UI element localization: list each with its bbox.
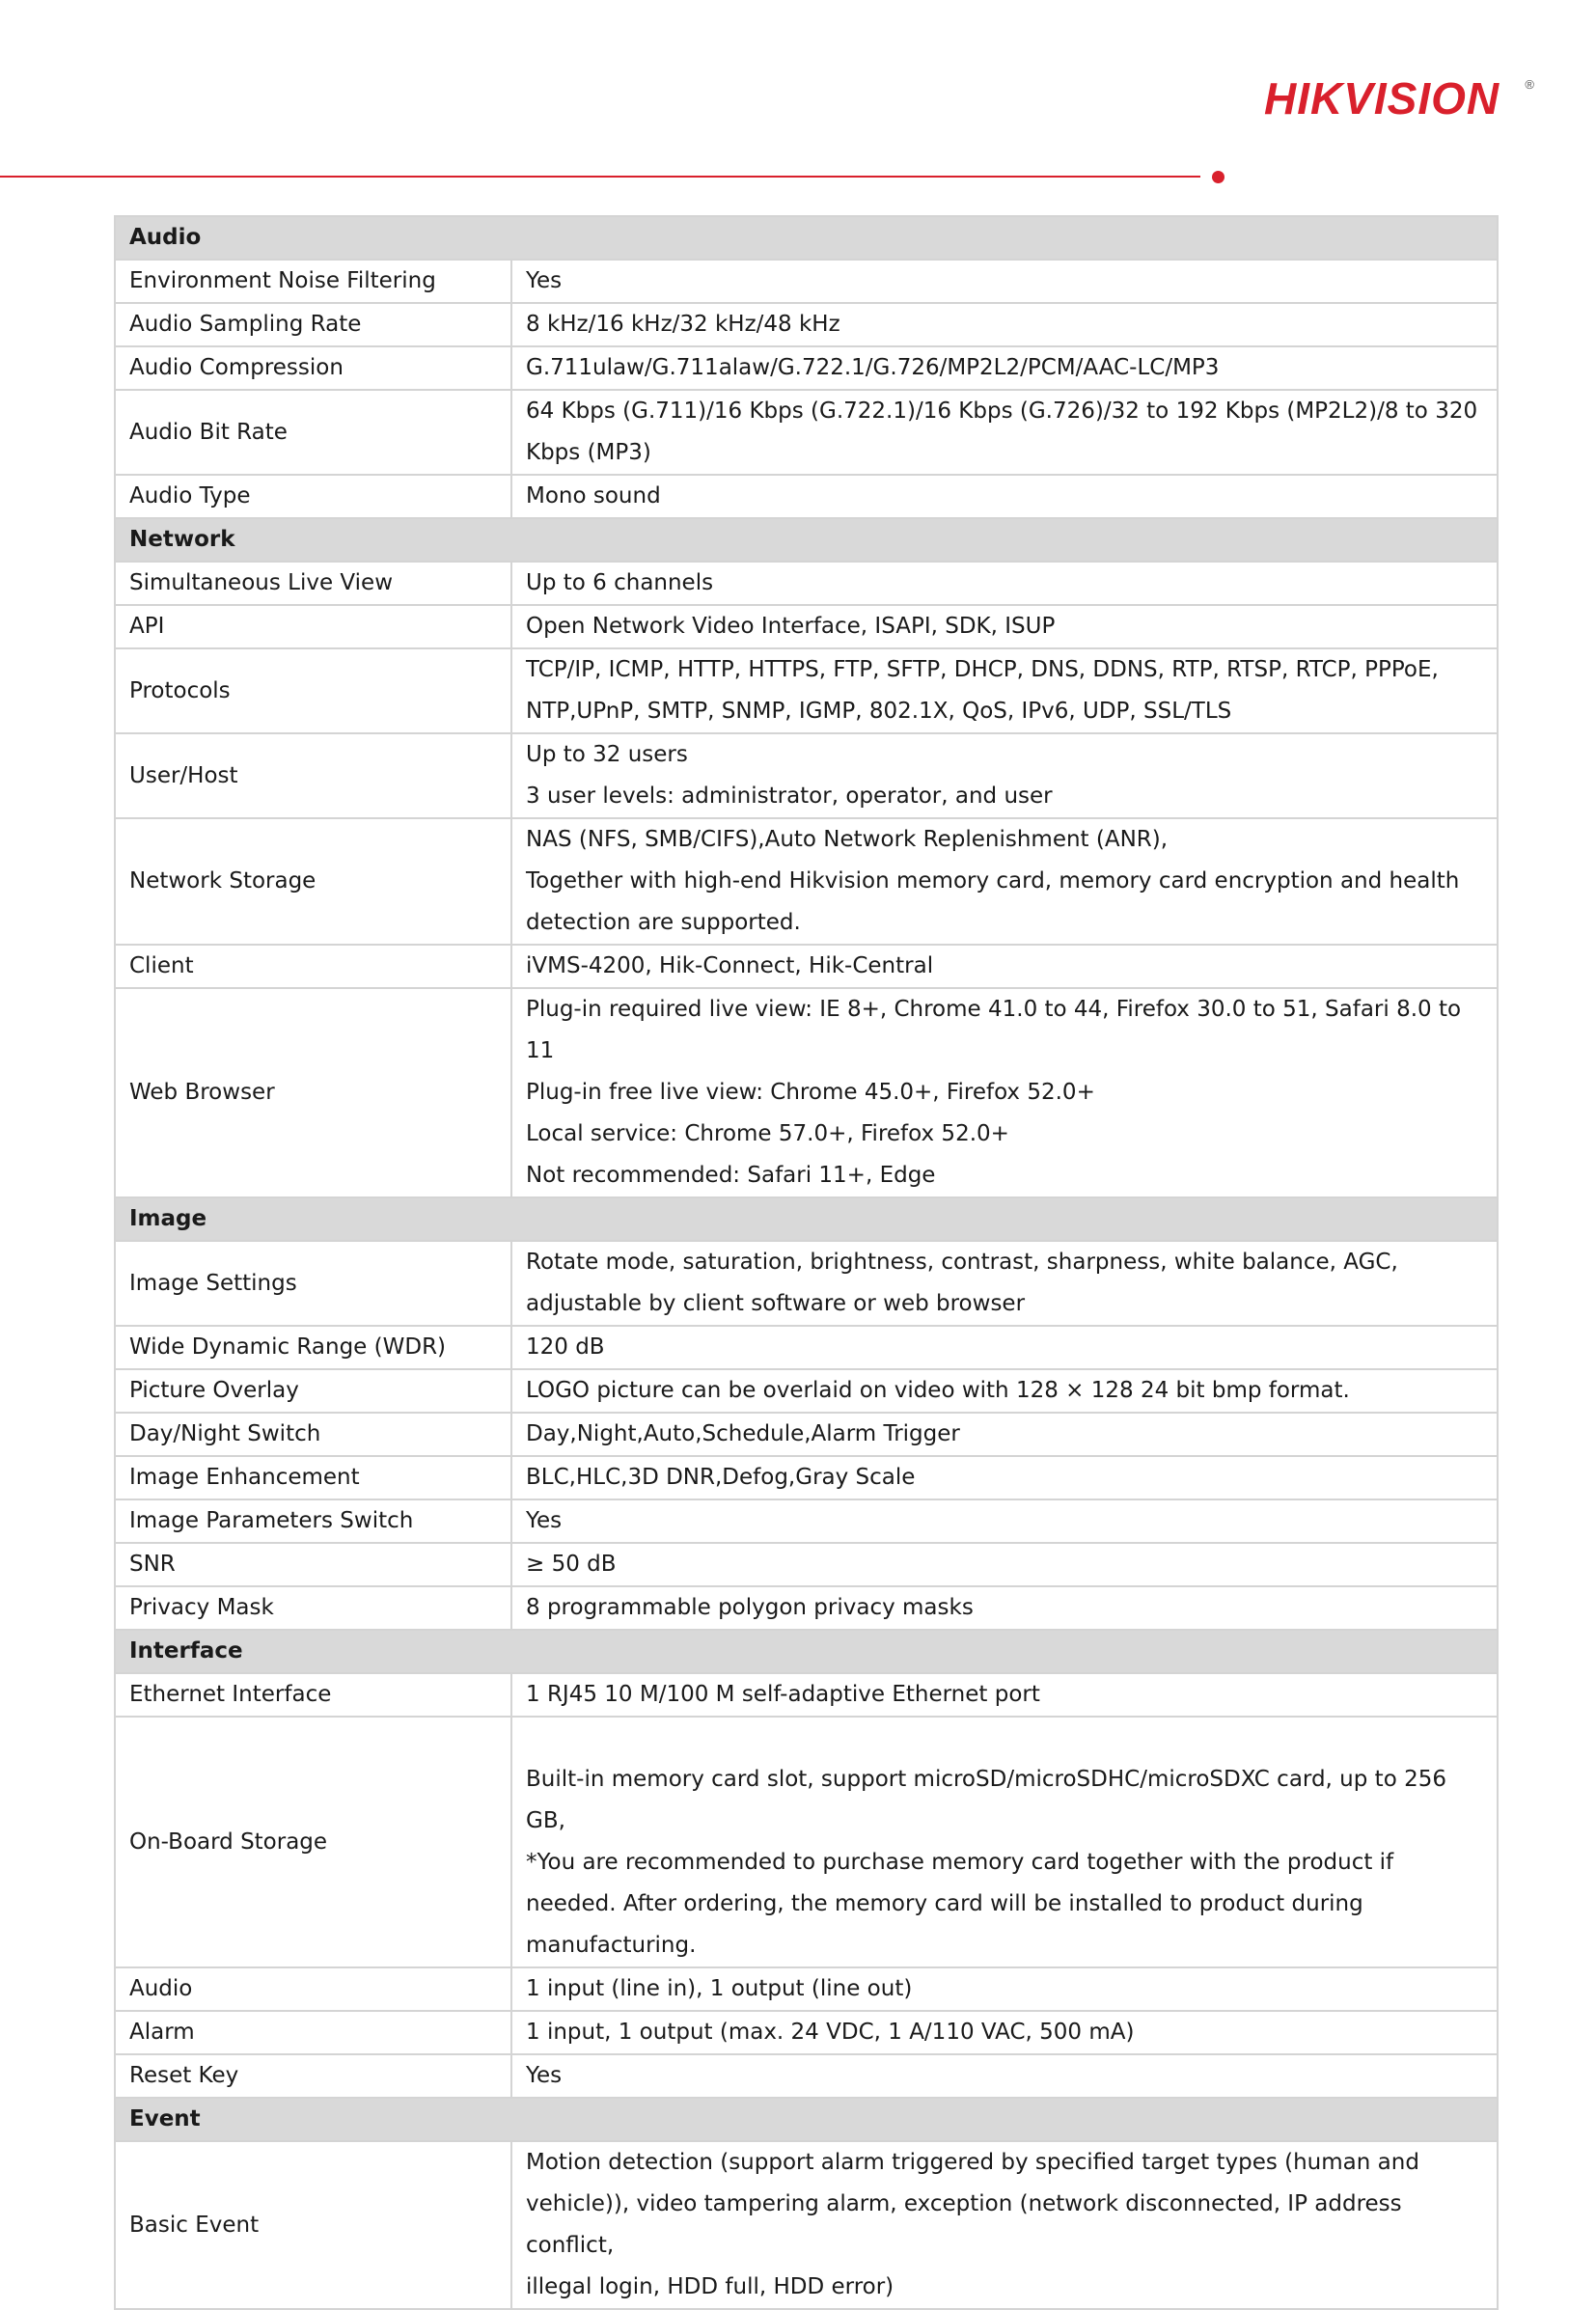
spec-label: Privacy Mask xyxy=(115,1586,511,1630)
spec-row xyxy=(115,733,1498,818)
spec-row xyxy=(115,1543,1498,1586)
spec-row xyxy=(115,475,1498,518)
spec-value xyxy=(511,988,1498,1197)
spec-value xyxy=(511,1967,1498,2011)
spec-value xyxy=(511,945,1498,988)
spec-value-line: Up to 6 channels xyxy=(526,570,714,595)
spec-label: Client xyxy=(115,945,511,988)
spec-value xyxy=(511,390,1498,475)
spec-label: Alarm xyxy=(115,2011,511,2054)
spec-value-line: needed. After ordering, the memory card will be installed to product during xyxy=(526,1891,1363,1916)
spec-label: Protocols xyxy=(115,648,511,733)
spec-label: Basic Event xyxy=(115,2141,511,2309)
spec-row xyxy=(115,390,1498,475)
spec-row xyxy=(115,1413,1498,1456)
spec-label: Day/Night Switch xyxy=(115,1413,511,1456)
spec-value-line: *You are recommended to purchase memory card together with the product if xyxy=(526,1850,1394,1875)
spec-label: User/Host xyxy=(115,733,511,818)
spec-label: Audio Compression xyxy=(115,346,511,390)
spec-value-line: Kbps (MP3) xyxy=(526,440,651,465)
specifications-body xyxy=(115,216,1498,2309)
spec-value-line: 8 programmable polygon privacy masks xyxy=(526,1595,974,1620)
spec-label: Simultaneous Live View xyxy=(115,562,511,605)
spec-label: Ethernet Interface xyxy=(115,1673,511,1717)
spec-value-line: detection are supported. xyxy=(526,910,801,935)
spec-row xyxy=(115,1967,1498,2011)
spec-value-line: Rotate mode, saturation, brightness, contrast, sharpness, white balance, AGC, xyxy=(526,1250,1398,1275)
section-header-row xyxy=(115,518,1498,562)
spec-row xyxy=(115,988,1498,1197)
spec-value-line: Local service: Chrome 57.0+, Firefox 52.0+ xyxy=(526,1121,1009,1146)
spec-value xyxy=(511,1241,1498,1326)
spec-label: Wide Dynamic Range (WDR) xyxy=(115,1326,511,1369)
spec-row xyxy=(115,1586,1498,1630)
spec-label: Environment Noise Filtering xyxy=(115,260,511,303)
spec-row xyxy=(115,346,1498,390)
spec-value-line: 120 dB xyxy=(526,1334,605,1360)
section-title: Audio xyxy=(115,216,1498,260)
spec-value xyxy=(511,733,1498,818)
spec-row xyxy=(115,1717,1498,1967)
spec-value-line: Built-in memory card slot, support microSD/microSDHC/microSDXC card, up to 256 GB, xyxy=(526,1767,1446,1833)
spec-value xyxy=(511,1543,1498,1586)
spec-value-line: illegal login, HDD full, HDD error) xyxy=(526,2274,894,2299)
spec-label: Audio Sampling Rate xyxy=(115,303,511,346)
spec-row xyxy=(115,1326,1498,1369)
spec-value-line: Yes xyxy=(526,1508,563,1533)
spec-row xyxy=(115,2011,1498,2054)
spec-label: Audio Type xyxy=(115,475,511,518)
spec-value-line: NAS (NFS, SMB/CIFS),Auto Network Replenishment (ANR), xyxy=(526,827,1169,852)
spec-value-line: 8 kHz/16 kHz/32 kHz/48 kHz xyxy=(526,312,840,337)
spec-row xyxy=(115,648,1498,733)
spec-row xyxy=(115,1456,1498,1499)
spec-row xyxy=(115,1241,1498,1326)
spec-value-line: vehicle)), video tampering alarm, exception (network disconnected, IP address conflict, xyxy=(526,2191,1402,2258)
spec-row xyxy=(115,2054,1498,2098)
spec-value-line: iVMS-4200, Hik-Connect, Hik-Central xyxy=(526,953,934,978)
spec-row xyxy=(115,1369,1498,1413)
spec-value xyxy=(511,1456,1498,1499)
spec-value-line: ≥ 50 dB xyxy=(526,1552,617,1577)
section-header-row xyxy=(115,1630,1498,1673)
spec-value xyxy=(511,1499,1498,1543)
registered-mark: ® xyxy=(1525,77,1534,92)
spec-label: Audio xyxy=(115,1967,511,2011)
spec-value xyxy=(511,260,1498,303)
spec-row xyxy=(115,605,1498,648)
spec-value xyxy=(511,605,1498,648)
spec-value xyxy=(511,1326,1498,1369)
spec-value-line: Day,Night,Auto,Schedule,Alarm Trigger xyxy=(526,1421,960,1446)
spec-value xyxy=(511,1673,1498,1717)
spec-value-line: Not recommended: Safari 11+, Edge xyxy=(526,1163,936,1188)
specifications-table xyxy=(114,215,1499,2310)
spec-label: Picture Overlay xyxy=(115,1369,511,1413)
spec-value-line: 1 input, 1 output (max. 24 VDC, 1 A/110 VAC, 500 mA) xyxy=(526,2020,1135,2045)
spec-value xyxy=(511,1413,1498,1456)
section-title: Network xyxy=(115,518,1498,562)
spec-value-line: Motion detection (support alarm triggered by specified target types (human and xyxy=(526,2150,1419,2175)
spec-label: Image Settings xyxy=(115,1241,511,1326)
spec-value xyxy=(511,2141,1498,2309)
spec-value-line: Together with high-end Hikvision memory card, memory card encryption and health xyxy=(526,868,1460,894)
spec-value-line: G.711ulaw/G.711alaw/G.722.1/G.726/MP2L2/PCM/AAC-LC/MP3 xyxy=(526,355,1220,380)
spec-label: Audio Bit Rate xyxy=(115,390,511,475)
spec-value-line: 64 Kbps (G.711)/16 Kbps (G.722.1)/16 Kbps (G.726)/32 to 192 Kbps (MP2L2)/8 to 320 xyxy=(526,399,1478,424)
section-title: Event xyxy=(115,2098,1498,2141)
spec-label: Network Storage xyxy=(115,818,511,945)
spec-value-line: BLC,HLC,3D DNR,Defog,Gray Scale xyxy=(526,1465,916,1490)
hikvision-logo xyxy=(1264,69,1534,127)
spec-row xyxy=(115,945,1498,988)
section-header-row xyxy=(115,216,1498,260)
spec-row xyxy=(115,1499,1498,1543)
spec-value xyxy=(511,2054,1498,2098)
spec-value-line: adjustable by client software or web browser xyxy=(526,1291,1026,1316)
spec-value-line: Mono sound xyxy=(526,483,661,509)
spec-value xyxy=(511,475,1498,518)
spec-value-line: 1 input (line in), 1 output (line out) xyxy=(526,1976,913,2001)
spec-value xyxy=(511,1369,1498,1413)
spec-value-line: Yes xyxy=(526,2063,563,2088)
spec-label: API xyxy=(115,605,511,648)
spec-label: SNR xyxy=(115,1543,511,1586)
spec-value xyxy=(511,1586,1498,1630)
spec-value-line: Plug-in free live view: Chrome 45.0+, Firefox 52.0+ xyxy=(526,1080,1095,1105)
spec-value-line: Plug-in required live view: IE 8+, Chrome 41.0 to 44, Firefox 30.0 to 51, Safari 8.0 to 11 xyxy=(526,997,1462,1063)
spec-row xyxy=(115,818,1498,945)
spec-value-line: manufacturing. xyxy=(526,1933,697,1958)
spec-value xyxy=(511,2011,1498,2054)
spec-value-line: Yes xyxy=(526,268,563,293)
spec-value-line xyxy=(526,1718,1483,1759)
spec-value-line: Open Network Video Interface, ISAPI, SDK, ISUP xyxy=(526,614,1056,639)
spec-value-line: 1 RJ45 10 M/100 M self-adaptive Ethernet port xyxy=(526,1682,1040,1707)
section-title: Image xyxy=(115,1197,1498,1241)
spec-value xyxy=(511,303,1498,346)
header-divider-dot xyxy=(1212,171,1225,183)
spec-row xyxy=(115,2141,1498,2309)
spec-value xyxy=(511,346,1498,390)
logo-wordmark: HIKVISION xyxy=(1264,73,1500,124)
spec-label: Web Browser xyxy=(115,988,511,1197)
spec-value xyxy=(511,562,1498,605)
spec-row xyxy=(115,562,1498,605)
spec-label: Reset Key xyxy=(115,2054,511,2098)
section-header-row xyxy=(115,2098,1498,2141)
spec-value xyxy=(511,648,1498,733)
spec-row xyxy=(115,1673,1498,1717)
header-divider xyxy=(0,176,1200,178)
spec-row xyxy=(115,303,1498,346)
spec-label: Image Enhancement xyxy=(115,1456,511,1499)
spec-value xyxy=(511,1717,1498,1967)
section-header-row xyxy=(115,1197,1498,1241)
spec-value-line: 3 user levels: administrator, operator, and user xyxy=(526,784,1053,809)
spec-value-line: NTP,UPnP, SMTP, SNMP, IGMP, 802.1X, QoS, IPv6, UDP, SSL/TLS xyxy=(526,699,1232,724)
spec-value-line: Up to 32 users xyxy=(526,742,688,767)
spec-value-line: TCP/IP, ICMP, HTTP, HTTPS, FTP, SFTP, DHCP, DNS, DDNS, RTP, RTSP, RTCP, PPPoE, xyxy=(526,657,1439,682)
spec-value xyxy=(511,818,1498,945)
spec-value-line: LOGO picture can be overlaid on video with 128 × 128 24 bit bmp format. xyxy=(526,1378,1350,1403)
spec-label: Image Parameters Switch xyxy=(115,1499,511,1543)
spec-label: On-Board Storage xyxy=(115,1717,511,1967)
section-title: Interface xyxy=(115,1630,1498,1673)
spec-row xyxy=(115,260,1498,303)
